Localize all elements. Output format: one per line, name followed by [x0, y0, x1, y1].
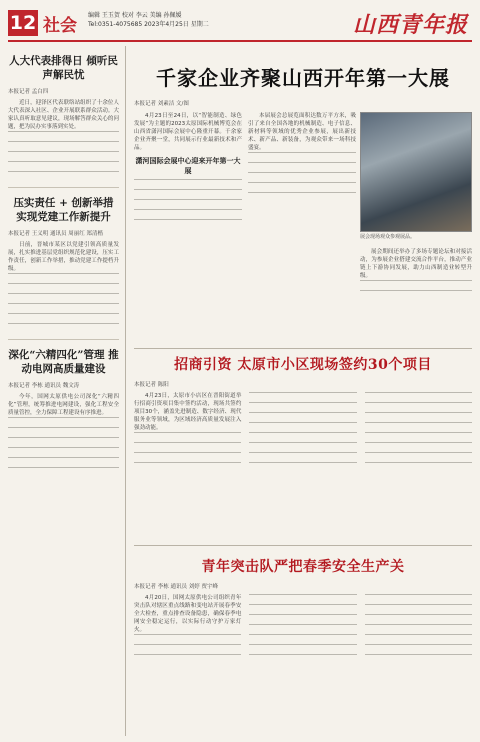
lead-headline: 千家企业齐聚山西开年第一大展 — [156, 66, 450, 90]
section-title: 社会 — [43, 16, 77, 36]
expo-photo — [360, 112, 472, 232]
lead-byline: 本报记者 刘素洁 文/图 — [134, 101, 189, 107]
safety-body: 4月20日，国网太原供电公司组织青年突击队对辖区重点线路和变电站开展春季安全大检查，重点排查设备隐患，确保春季电网安全稳定运行，以实际行动守护万家灯火。 — [134, 595, 242, 633]
lead-story — [134, 112, 472, 342]
lead-col-2 — [248, 112, 356, 202]
left-article-3-body: 今年，国网太原供电公司深化“六精四化”管理，统筹推进电网建设，强化工程安全质量管控，全力保障工程建设有序推进。 — [8, 394, 119, 416]
left-article-2 — [8, 196, 119, 340]
left-article-1 — [8, 54, 119, 188]
contact-line: Tel:0351-4075685 2023年4月25日 星期二 — [88, 21, 209, 28]
masthead — [8, 8, 472, 42]
divider-2 — [134, 545, 472, 546]
lead-col-3-text: 展会期间还举办了多场专题论坛和对接活动，为参展企业搭建交流合作平台，推动产业链上下游协同发展，助力山西制造业转型升级。 — [360, 249, 472, 279]
photo-caption: 展会现场观众参观展品。 — [360, 234, 416, 240]
editors-line: 编辑 王玉贺 校对 李云 美编 孙佩媛 — [88, 12, 182, 19]
newspaper-brand: 山西青年报 — [352, 12, 468, 38]
left-article-2-body: 日前，晋城市某区以党建引领高质量发展，扎实推进基层党组织规范化建设，压实工作责任，创新工作举措，推动党建工作提档升级。 — [8, 242, 119, 272]
safety-columns — [134, 594, 472, 664]
lead-col-1-text: 4月23日至24日，以“智能制造、绿色发展”为主题的2023太原国际机械博览会在山西省潇河国际会展中心隆重开幕。千余家企业齐聚一堂，共同展示行业最新技术和产品。 — [134, 113, 242, 151]
investment-col-1 — [134, 392, 241, 472]
investment-story — [134, 354, 472, 544]
investment-columns — [134, 392, 472, 472]
left-article-1-byline: 本报记者 孟白四 — [8, 89, 49, 95]
left-article-3-title: 深化“六精四化”管理 推动电网高质量建设 — [8, 349, 119, 375]
divider-1 — [134, 348, 472, 349]
safety-byline: 本报记者 李栋 通讯员 刘婷 贾宇峰 — [134, 584, 218, 590]
left-column — [8, 46, 126, 736]
investment-col-2 — [249, 392, 356, 472]
lead-col-2-text: 本届展会总展览面积达数万平方米，吸引了来自全国各地的机械制造、电子信息、新材料等领域的优秀企业参展，展出新技术、新产品、新装备，为观众带来一场科技盛宴。 — [248, 113, 356, 151]
investment-headline: 招商引资 太原市小区现场签约30个项目 — [174, 357, 432, 373]
page-number: 12 — [9, 12, 37, 34]
investment-byline: 本报记者 陈阳 — [134, 382, 169, 388]
left-article-2-byline: 本报记者 王义明 通讯员 周丽红 郑清楷 — [8, 231, 103, 237]
investment-body: 4月23日，太原市小店区在晋阳街道举行招商引资项目集中签约活动，现场共签约项目30个，涵盖先进制造、数字经济、现代服务业等领域，为区域经济高质量发展注入强劲动能。 — [134, 393, 242, 431]
editors-info — [88, 11, 209, 29]
left-article-1-body: 近日，迎泽区代表联络站组织了十余位人大代表深入社区、企业开展联系群众活动。大家认真听取意见建议，现场解答群众关心的问题，把为民办实事落到实处。 — [8, 100, 119, 130]
safety-col-2 — [249, 594, 356, 664]
lead-col-1 — [134, 112, 242, 229]
lead-story-header — [134, 46, 472, 107]
lead-subhead: 潇河国际会展中心迎来开年第一大展 — [135, 156, 241, 175]
left-article-3 — [8, 348, 119, 475]
left-article-3-byline: 本报记者 李栋 通讯员 魏文涛 — [8, 383, 80, 389]
safety-col-1 — [134, 594, 241, 664]
investment-col-3 — [365, 392, 472, 472]
lead-col-3 — [360, 248, 472, 300]
left-article-2-title: 压实责任 + 创新举措 实现党建工作新提升 — [13, 197, 114, 223]
safety-story — [134, 550, 472, 736]
safety-headline: 青年突击队严把春季安全生产关 — [201, 559, 405, 575]
safety-col-3 — [365, 594, 472, 664]
left-article-1-title: 人大代表排得日 倾听民声解民忧 — [9, 55, 118, 81]
